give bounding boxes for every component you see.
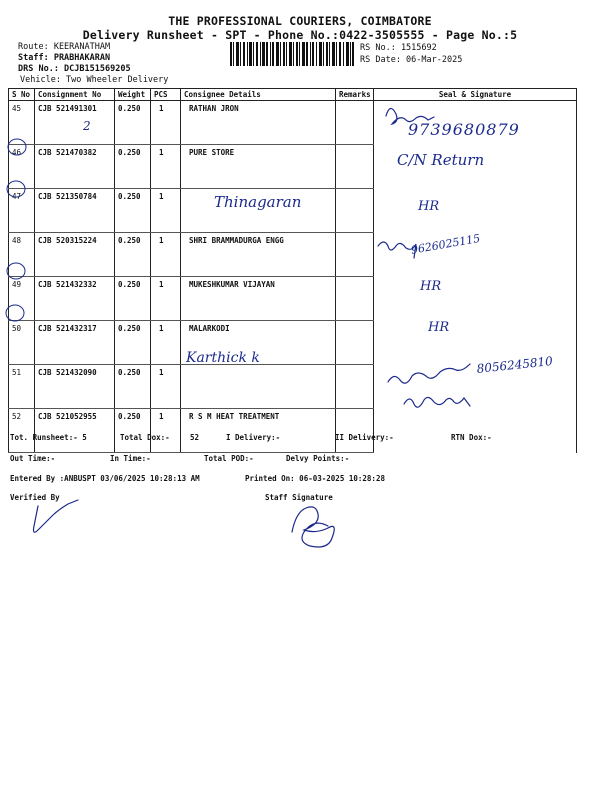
weight-cell: 0.250 <box>115 409 151 453</box>
consignee-cell: SHRI BRAMMADURGA ENGG <box>181 233 336 277</box>
delvy-points-label: Delvy Points:- <box>286 454 350 463</box>
runsheet-title: Delivery Runsheet - SPT - Phone No.:0422-3505555 - Page No.:5 <box>82 28 518 42</box>
weight-cell: 0.250 <box>115 189 151 233</box>
total-dox-value: 52 <box>190 433 200 442</box>
consignment-cell: CJB 521350784 <box>35 189 115 233</box>
rs-number: RS No.: 1515692 <box>360 43 437 53</box>
handwritten-name-row51: Karthick k <box>186 350 260 366</box>
drs-number: DRS No.: DCJB151569205 <box>18 64 131 74</box>
sno-cell: 47 <box>9 189 35 233</box>
printed-on: Printed On: 06-03-2025 10:28:28 <box>245 474 385 483</box>
rtn-dox-label: RTN Dox:- <box>451 433 492 442</box>
signature-row51 <box>388 364 470 383</box>
handwritten-phone-row45: 9739680879 <box>408 120 520 139</box>
total-pod-label: Total POD:- <box>204 454 254 463</box>
consignment-cell: CJB 521491301 <box>35 101 115 145</box>
vehicle-label: Vehicle: Two Wheeler Delivery <box>20 75 169 85</box>
weight-cell: 0.250 <box>115 365 151 409</box>
pcs-cell: 1 <box>151 365 181 409</box>
i-delivery-label: I Delivery:- <box>226 433 281 442</box>
sno-cell: 50 <box>9 321 35 365</box>
col-header-weight: Weight <box>115 89 151 101</box>
handwritten-note-row46: C/N Return <box>397 151 485 169</box>
handwritten-note-row50: HR <box>428 320 450 335</box>
col-header-consignment: Consignment No <box>35 89 115 101</box>
pcs-cell: 1 <box>151 189 181 233</box>
entered-by: Entered By :ANBUSPT 03/06/2025 10:28:13 AM <box>10 474 200 483</box>
weight-cell: 0.250 <box>115 233 151 277</box>
route-label: Route: KEERANATHAM <box>18 42 111 52</box>
signature-row52 <box>404 397 470 407</box>
handwritten-phone-row48: 9626025115 <box>410 231 482 257</box>
weight-cell: 0.250 <box>115 277 151 321</box>
consignment-cell: CJB 520315224 <box>35 233 115 277</box>
out-time-label: Out Time:- <box>10 454 56 463</box>
ii-delivery-label: II Delivery:- <box>335 433 394 442</box>
pcs-cell: 1 <box>151 233 181 277</box>
consignment-cell: CJB 521432317 <box>35 321 115 365</box>
consignment-cell: CJB 521432332 <box>35 277 115 321</box>
handwritten-mark-row45: 2 <box>83 119 91 133</box>
consignee-cell: RATHAN JRON <box>181 101 336 145</box>
consignment-cell: CJB 521432090 <box>35 365 115 409</box>
pcs-cell: 1 <box>151 277 181 321</box>
staff-label: Staff: PRABHAKARAN <box>18 53 111 63</box>
circle-mark-47 <box>7 181 25 197</box>
sno-cell: 49 <box>9 277 35 321</box>
handwritten-note-row47: HR <box>418 199 440 214</box>
consignment-cell: CJB 521470382 <box>35 145 115 189</box>
consignee-cell: MALARKODI <box>181 321 336 365</box>
staff-signature-mark <box>292 507 334 547</box>
in-time-label: In Time:- <box>110 454 151 463</box>
pcs-cell: 1 <box>151 321 181 365</box>
sno-cell: 48 <box>9 233 35 277</box>
verified-by-signature <box>34 500 79 532</box>
pcs-cell: 1 <box>151 145 181 189</box>
col-header-pcs: PCS <box>151 89 181 101</box>
col-header-signature: Seal & Signature <box>374 89 577 101</box>
sno-cell: 46 <box>9 145 35 189</box>
weight-cell: 0.250 <box>115 145 151 189</box>
sno-cell: 52 <box>9 409 35 453</box>
pcs-cell: 1 <box>151 409 181 453</box>
sno-cell: 45 <box>9 101 35 145</box>
company-name: THE PROFESSIONAL COURIERS, COIMBATORE <box>168 14 432 28</box>
handwritten-name-row47: Thinagaran <box>214 193 302 211</box>
consignee-cell: PURE STORE <box>181 145 336 189</box>
consignee-cell: R S M HEAT TREATMENT <box>181 409 336 453</box>
weight-cell: 0.250 <box>115 101 151 145</box>
staff-signature-label: Staff Signature <box>265 493 333 502</box>
total-dox-label: Total Dox:- <box>120 433 170 442</box>
circle-mark-49 <box>7 263 25 279</box>
verified-by-label: Verified By <box>10 493 60 502</box>
sno-cell: 51 <box>9 365 35 409</box>
handwritten-phone-row51: 8056245810 <box>476 354 554 376</box>
col-header-remarks: Remarks <box>336 89 374 101</box>
weight-cell: 0.250 <box>115 321 151 365</box>
rs-date: RS Date: 06-Mar-2025 <box>360 55 463 65</box>
col-header-sno: S No <box>9 89 35 101</box>
col-header-consignee: Consignee Details <box>181 89 336 101</box>
tot-runsheet: Tot. Runsheet:- 5 <box>10 433 87 442</box>
circle-mark-46 <box>8 139 26 155</box>
handwritten-note-row49: HR <box>420 279 442 294</box>
consignment-cell: CJB 521052955 <box>35 409 115 453</box>
pcs-cell: 1 <box>151 101 181 145</box>
consignee-cell: MUKESHKUMAR VIJAYAN <box>181 277 336 321</box>
circle-mark-50 <box>6 305 24 321</box>
